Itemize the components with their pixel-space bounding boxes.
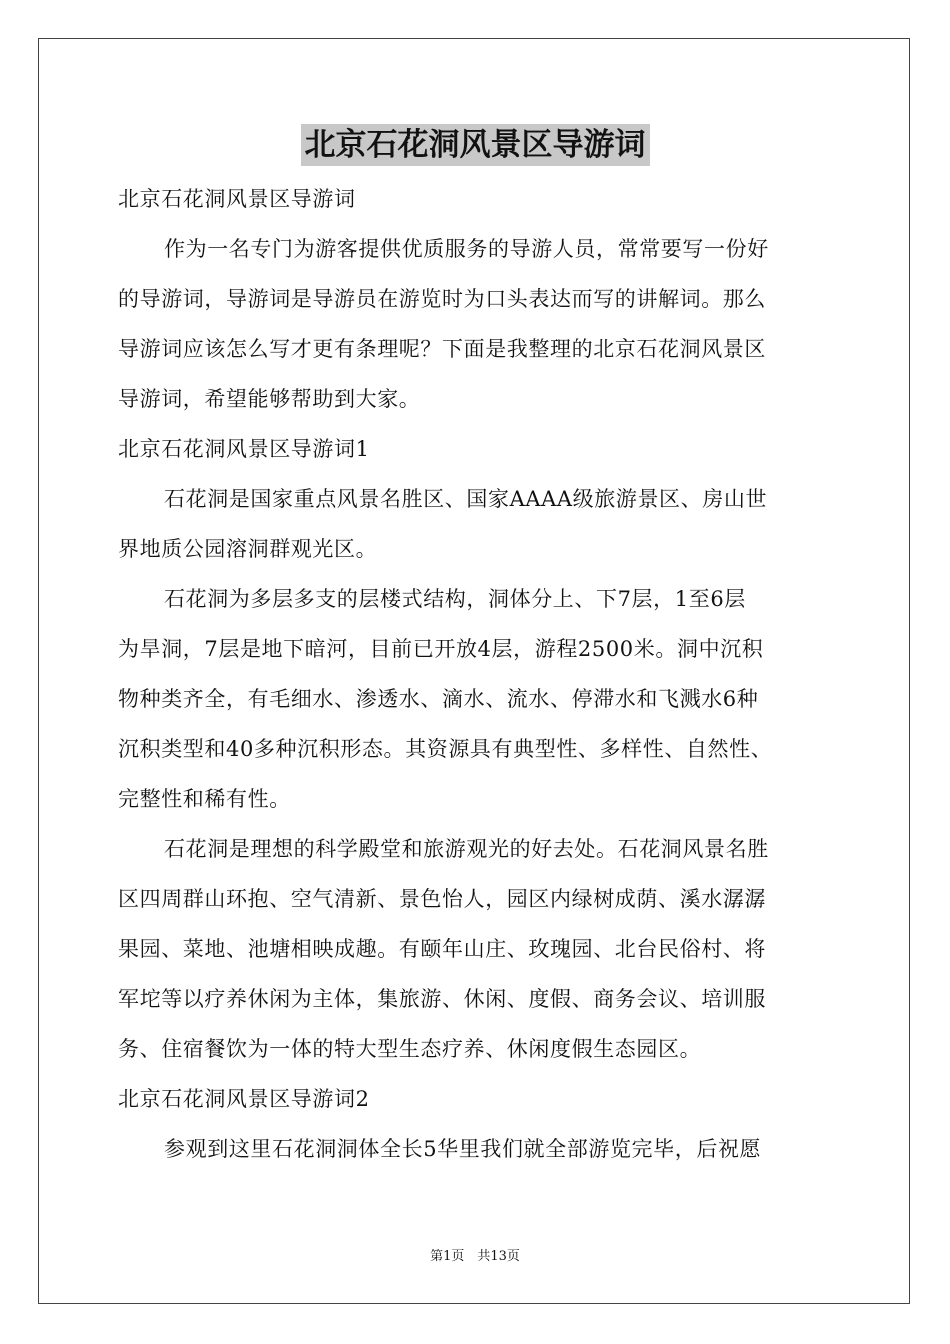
body-line: 导游词应该怎么写才更有条理呢？下面是我整理的北京石花洞风景区	[118, 337, 766, 361]
document-title: 北京石花洞风景区导游词	[301, 124, 650, 166]
body-line: 区四周群山环抱、空气清新、景色怡人，园区内绿树成荫、溪水潺潺	[118, 887, 766, 911]
body-line: 务、住宿餐饮为一体的特大型生态疗养、休闲度假生态园区。	[118, 1037, 702, 1061]
body-line: 石花洞是国家重点风景名胜区、国家AAAA级旅游景区、房山世	[164, 487, 768, 511]
body-line: 完整性和稀有性。	[118, 787, 291, 811]
body-line: 作为一名专门为游客提供优质服务的导游人员，常常要写一份好	[164, 237, 769, 261]
title-container	[0, 124, 950, 166]
body-line: 界地质公园溶洞群观光区。	[118, 537, 378, 561]
body-line: 北京石花洞风景区导游词1	[118, 437, 370, 461]
body-line: 参观到这里石花洞洞体全长5华里我们就全部游览完毕，后祝愿	[164, 1137, 762, 1161]
body-line: 北京石花洞风景区导游词	[118, 187, 356, 211]
body-line: 果园、菜地、池塘相映成趣。有颐年山庄、玫瑰园、北台民俗村、将	[118, 937, 766, 961]
body-line: 为旱洞，7层是地下暗河，目前已开放4层，游程2500米。洞中沉积	[118, 637, 764, 661]
page-footer: 第1页 共13页	[430, 1249, 520, 1264]
body-line: 军坨等以疗养休闲为主体，集旅游、休闲、度假、商务会议、培训服	[118, 987, 766, 1011]
body-line: 北京石花洞风景区导游词2	[118, 1087, 370, 1111]
document-body	[118, 174, 838, 1174]
body-line: 物种类齐全，有毛细水、渗透水、滴水、流水、停滞水和飞溅水6种	[118, 687, 759, 711]
body-line: 的导游词，导游词是导游员在游览时为口头表达而写的讲解词。那么	[118, 287, 766, 311]
body-line: 沉积类型和40多种沉积形态。其资源具有典型性、多样性、自然性、	[118, 737, 773, 761]
body-line: 石花洞是理想的科学殿堂和旅游观光的好去处。石花洞风景名胜	[164, 837, 769, 861]
body-line: 石花洞为多层多支的层楼式结构，洞体分上、下7层，1至6层	[164, 587, 746, 611]
body-line: 导游词，希望能够帮助到大家。	[118, 387, 421, 411]
